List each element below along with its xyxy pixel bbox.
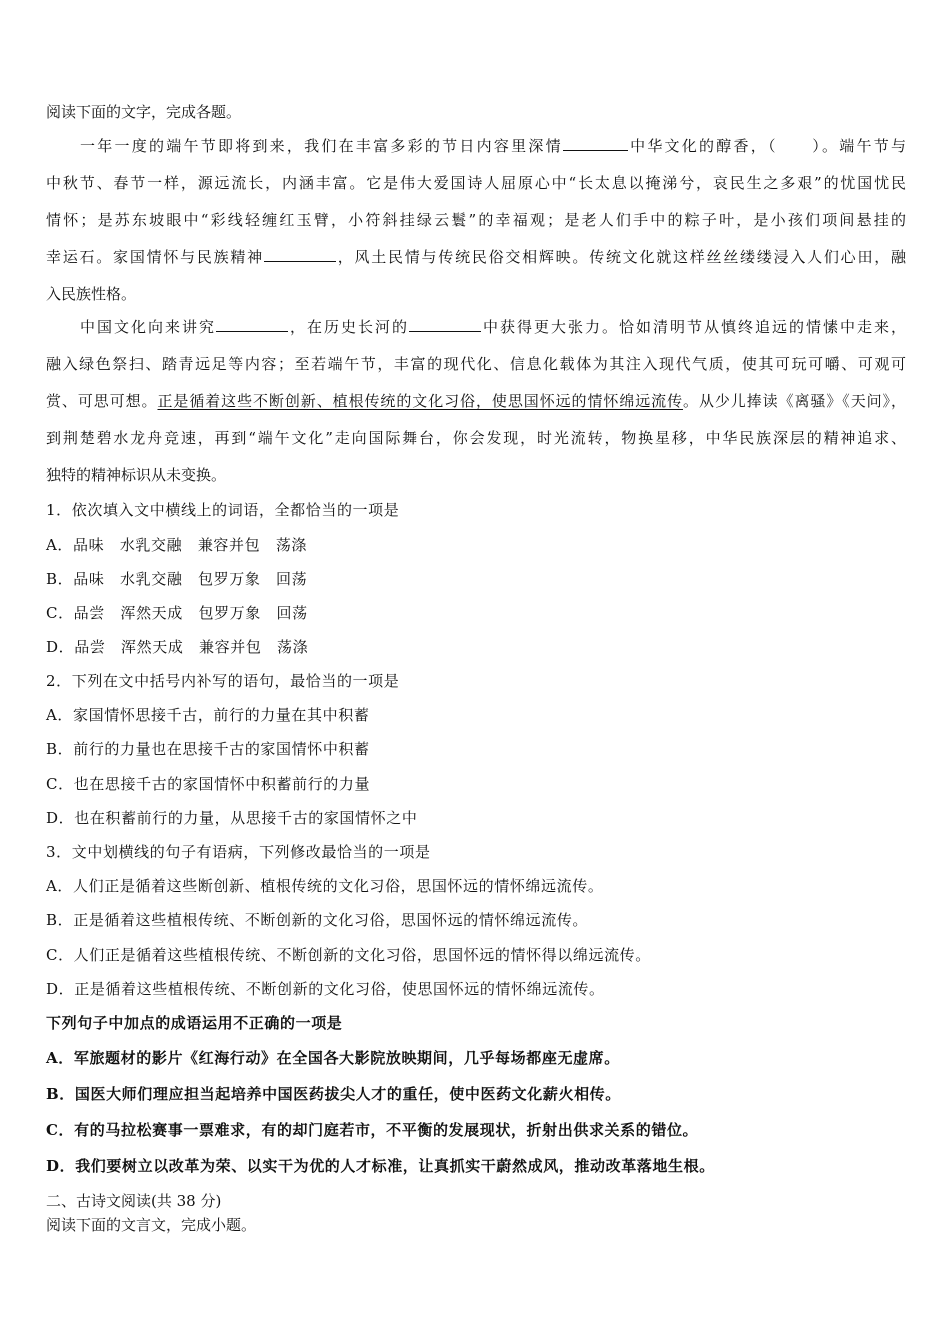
fill-blank-1 <box>563 136 628 151</box>
question-1-option-d: D．品尝 浑然天成 兼容并包 荡涤 <box>46 638 309 656</box>
question-2-option-a: A．家国情怀思接千古，前行的力量在其中积蓄 <box>46 706 370 724</box>
section-2-instruction: 阅读下面的文言文，完成小题。 <box>46 1216 257 1234</box>
fill-blank-4 <box>409 317 481 332</box>
fill-blank-2 <box>264 247 336 262</box>
question-2-option-b: B．前行的力量也在思接千古的家国情怀中积蓄 <box>46 740 370 758</box>
question-1-option-c: C．品尝 浑然天成 包罗万象 回荡 <box>46 604 308 622</box>
question-1-stem: 1．依次填入文中横线上的词语，全都恰当的一项是 <box>46 501 400 519</box>
underlined-sentence: 正是循着这些不断创新、植根传统的文化习俗，使思国怀远的情怀绵远流传 <box>157 392 684 410</box>
passage2-line-3: 赏、可思可想。正是循着这些不断创新、植根传统的文化习俗，使思国怀远的情怀绵远流传。从少儿捧读《离骚》《天问》， <box>46 392 906 410</box>
question-4-option-d: D．我们要树立以改革为荣、以实干为优的人才标准，让真抓实干蔚然成风，推动改革落地生根。 <box>46 1157 715 1175</box>
question-3-option-a: A．人们正是循着这些断创新、植根传统的文化习俗，思国怀远的情怀绵远流传。 <box>46 877 604 895</box>
passage2-line-5: 独特的精神标识从未变换。 <box>46 466 227 484</box>
question-3-option-c: C．人们正是循着这些植根传统、不断创新的文化习俗，思国怀远的情怀得以绵远流传。 <box>46 946 651 964</box>
question-4-option-c: C．有的马拉松赛事一票难求，有的却门庭若市，不平衡的发展现状，折射出供求关系的错位。 <box>46 1121 699 1139</box>
intro-instruction: 阅读下面的文字，完成各题。 <box>46 103 242 121</box>
question-4-stem: 下列句子中加点的成语运用不正确的一项是 <box>46 1014 343 1032</box>
question-1-option-a: A．品味 水乳交融 兼容并包 荡涤 <box>46 536 308 554</box>
passage2-line-1: 中国文化向来讲究 ，在历史长河的 中获得更大张力。恰如清明节从慎终追远的情愫中走来， <box>80 318 906 336</box>
passage2-line-2: 融入绿色祭扫、踏青远足等内容；至若端午节，丰富的现代化、信息化载体为其注入现代气质，使其可玩可嚼、可观可 <box>46 355 906 373</box>
question-2-option-d: D．也在积蓄前行的力量，从思接千古的家国情怀之中 <box>46 809 418 827</box>
passage1-line-1: 一年一度的端午节即将到来，我们在丰富多彩的节日内容里深情 中华文化的醇香，（ ）。端午节与 <box>80 137 906 155</box>
question-2-stem: 2．下列在文中括号内补写的语句，最恰当的一项是 <box>46 672 400 690</box>
question-2-option-c: C．也在思接千古的家国情怀中积蓄前行的力量 <box>46 775 371 793</box>
section-2-heading: 二、古诗文阅读(共 38 分) <box>46 1192 222 1210</box>
passage1-line-5: 入民族性格。 <box>46 285 137 303</box>
question-3-option-b: B．正是循着这些植根传统、不断创新的文化习俗，思国怀远的情怀绵远流传。 <box>46 911 589 929</box>
passage2-line-4: 到荆楚碧水龙舟竞速，再到“端午文化”走向国际舞台，你会发现，时光流转，物换星移，中华民族深层的精神追求、 <box>46 429 906 447</box>
passage1-line-3: 情怀；是苏东坡眼中“彩线轻缠红玉臂，小符斜挂绿云鬟”的幸福观；是老人们手中的粽子叶，是小孩们项间悬挂的 <box>46 211 906 229</box>
question-4-option-b: B．国医大师们理应担当起培养中国医药拔尖人才的重任，使中医药文化薪火相传。 <box>46 1085 621 1103</box>
question-4-option-a: A．军旅题材的影片《红海行动》在全国各大影院放映期间，几乎每场都座无虚席。 <box>46 1049 620 1067</box>
passage1-line-4: 幸运石。家国情怀与民族精神 ，风土民情与传统民俗交相辉映。传统文化就这样丝丝缕缕浸入人们心田，融 <box>46 248 906 266</box>
question-3-stem: 3．文中划横线的句子有语病，下列修改最恰当的一项是 <box>46 843 431 861</box>
question-1-option-b: B．品味 水乳交融 包罗万象 回荡 <box>46 570 308 588</box>
passage1-line-2: 中秋节、春节一样，源远流长，内涵丰富。它是伟大爱国诗人屈原心中“长太息以掩涕兮，哀民生之多艰”的忧国忧民 <box>46 174 906 192</box>
question-3-option-d: D．正是循着这些植根传统、不断创新的文化习俗，使思国怀远的情怀绵远流传。 <box>46 980 605 998</box>
fill-blank-3 <box>216 317 288 332</box>
